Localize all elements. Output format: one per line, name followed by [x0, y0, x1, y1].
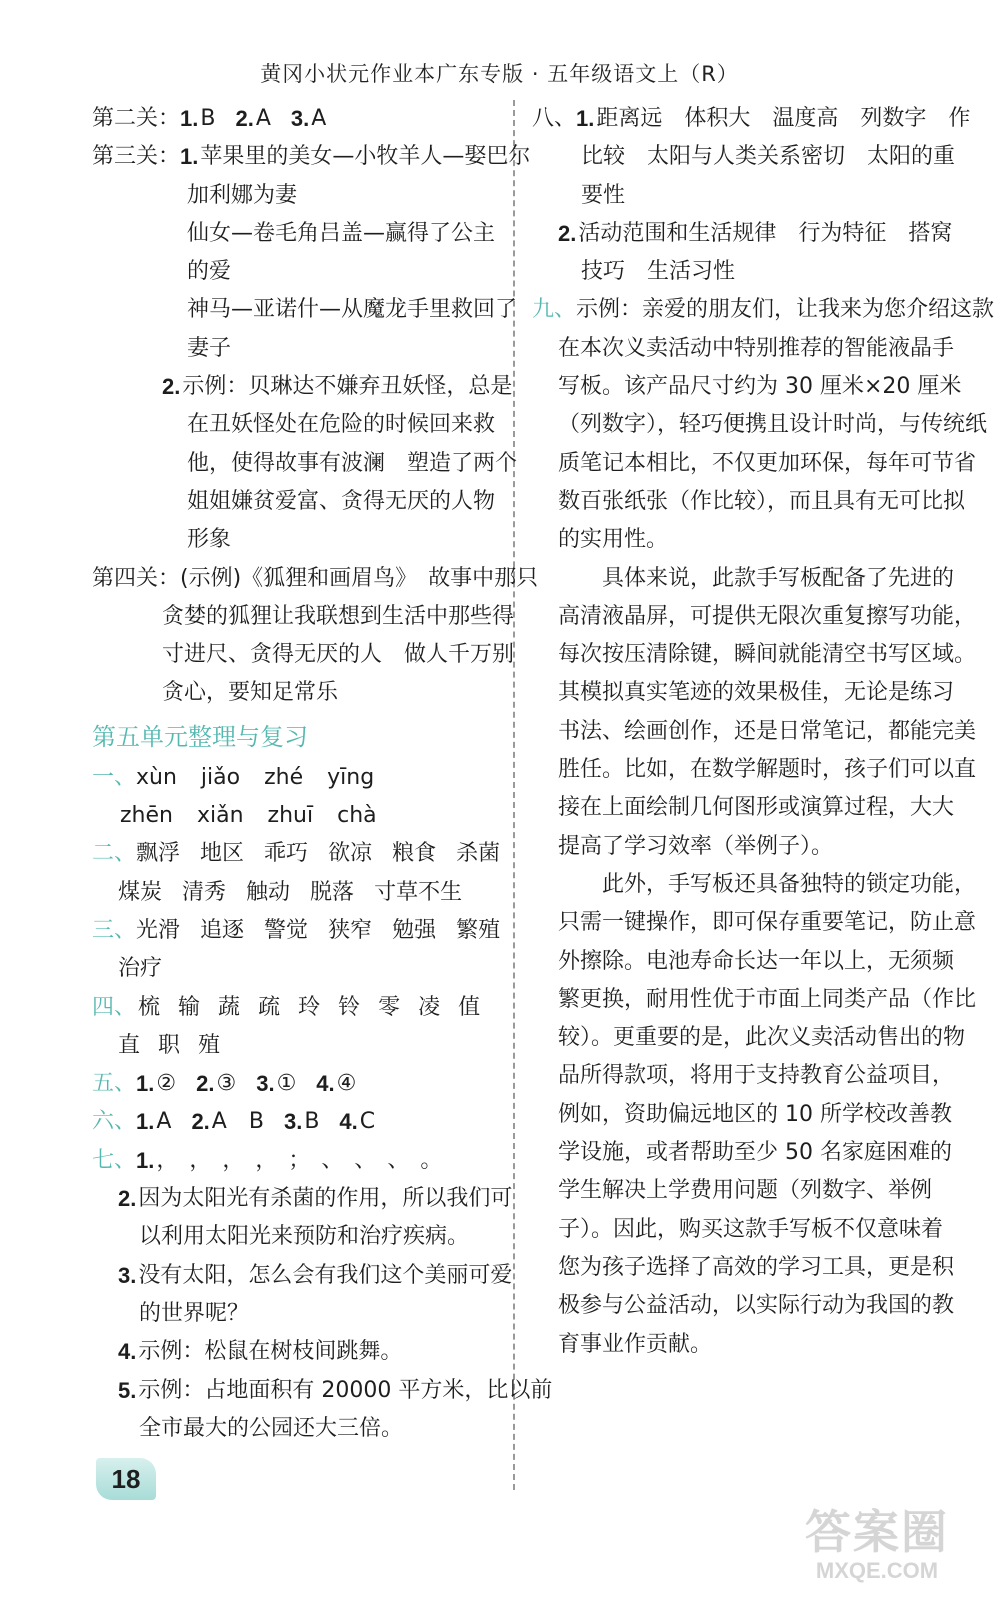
answer-guan2: 第二关： 1. B 2. A 3. A — [92, 100, 502, 138]
answer-guan3-q2: 2. 示例：贝琳达不嫌弃丑妖怪，总是 — [162, 374, 513, 400]
text-line: 全市最大的公园还大三倍。 — [139, 1415, 404, 1441]
text-line: 接在上面绘制几何图形或演算过程，大大 — [558, 795, 955, 821]
text-line: 比较 太阳与人类关系密切 太阳的重 — [581, 144, 956, 170]
text-line: 寸进尺、贪得无厌的人 做人千万别 — [162, 642, 515, 668]
text-line: 极参与公益活动，以实际行动为我国的教 — [558, 1293, 955, 1319]
answer-wu: 五、 1. ② 2. ③ 3. ① 4. ④ — [92, 1071, 357, 1097]
text-line: 品所得款项，将用于支持教育公益项目， — [558, 1063, 955, 1089]
text-line: 的实用性。 — [558, 527, 669, 553]
text-line: 在丑妖怪处在危险的时候回来救 — [187, 412, 496, 438]
label-guan3: 第三关： — [92, 144, 181, 170]
right-column — [532, 100, 995, 1364]
text-line: 质笔记本相比，不仅更加环保，每年可节省 — [558, 450, 977, 476]
answer-qi-q1: 七、 1. ， ， ， ， ； 、 、 、 。 — [92, 1147, 443, 1173]
left-column — [92, 100, 553, 1448]
answer-er: 二、 飘浮 地区 乖巧 欲凉 粮食 杀菌 — [92, 841, 501, 867]
answer-san: 三、 光滑 追逐 警觉 狭窄 勉强 繁殖 — [92, 917, 501, 943]
watermark-main: 答案圈 — [805, 1505, 949, 1559]
text-line: 高清液晶屏，可提供无限次重复擦写功能， — [558, 603, 977, 629]
answer-liu: 六、 1. A 2. A B 3. B 4. C — [92, 1109, 376, 1135]
answer-ba-q1: 八、 1. 距离远 体积大 温度高 列数字 作 — [532, 106, 971, 131]
watermark-logo — [777, 1506, 977, 1586]
text-line: 胜任。比如，在数学解题时，孩子们可以直 — [558, 757, 977, 783]
text-line: 贪婪的狐狸让我联想到生活中那些得 — [162, 603, 515, 629]
answer-qi-q4: 4. 示例：松鼠在树枝间跳舞。 — [118, 1339, 403, 1365]
text-line: 外擦除。电池寿命长达一年以上，无须频 — [558, 948, 955, 974]
pinyin-row: zhēn xiǎn zhuī chà — [120, 803, 377, 829]
text-line: 在本次义卖活动中特别推荐的智能液晶手 — [558, 335, 955, 361]
page-number: 18 — [96, 1458, 156, 1500]
answer-guan4: 第四关： (示例)《狐狸和画眉鸟》 故事中那只 — [92, 560, 502, 598]
answer-qi-q2: 2. 因为太阳光有杀菌的作用，所以我们可 — [118, 1186, 513, 1212]
text-line: 您为孩子选择了高效的学习工具，更是积 — [558, 1254, 955, 1280]
word-row: 治疗 — [118, 956, 163, 982]
answer-qi-q5: 5. 示例：占地面积有 20000 平方米，比以前 — [118, 1377, 553, 1403]
answer-si: 四、 梳 输 蔬 疏 玲 铃 零 凌 值 — [92, 994, 481, 1020]
text-line: 提高了学习效率（举例子）。 — [558, 833, 834, 859]
text-line: 具体来说，此款手写板配备了先进的 — [602, 565, 955, 591]
text-line: 书法、绘画创作，还是日常笔记，都能完美 — [558, 718, 977, 744]
section-title: 第五单元整理与复习 — [92, 722, 308, 751]
word-row: 直 职 殖 — [118, 1032, 221, 1058]
text-line: （列数字），轻巧便携且设计时尚，与传统纸 — [558, 412, 988, 438]
text-line: 加利娜为妻 — [187, 182, 298, 208]
text-line: 要性 — [581, 182, 626, 208]
watermark-url: MXQE.COM — [815, 1558, 939, 1583]
text-line: 育事业作贡献。 — [558, 1331, 713, 1357]
text-line: 以利用太阳光来预防和治疗疾病。 — [139, 1224, 470, 1250]
answer-qi-q3: 3. 没有太阳，怎么会有我们这个美丽可爱 — [118, 1262, 513, 1288]
text-line: 只需一键操作，即可保存重要笔记，防止意 — [558, 910, 977, 936]
text-line: 较）。更重要的是，此次义卖活动售出的物 — [558, 1025, 966, 1051]
text-line: 的世界呢？ — [139, 1300, 250, 1326]
text-line: 数百张纸张（作比较），而且具有无可比拟 — [558, 488, 966, 514]
text-line: 例如，资助偏远地区的 10 所学校改善教 — [558, 1101, 952, 1127]
text-line: 其模拟真实笔迹的效果极佳，无论是练习 — [558, 680, 955, 706]
label-guan2: 第二关： — [92, 106, 181, 131]
text-line: 子）。因此，购买这款手写板不仅意味着 — [558, 1216, 944, 1242]
text-line: 每次按压清除键，瞬间就能清空书写区域。 — [558, 642, 977, 668]
text-line: 神马—亚诺什—从魔龙手里救回了 — [187, 297, 518, 323]
text-line: 技巧 生活习性 — [581, 259, 736, 285]
answer-jiu: 九、 示例：亲爱的朋友们，让我来为您介绍这款 — [532, 297, 995, 323]
text-line: 妻子 — [187, 335, 232, 361]
text-line: 繁更换，耐用性优于市面上同类产品（作比 — [558, 986, 977, 1012]
text-line: 此外，手写板还具备独特的锁定功能， — [602, 871, 977, 897]
text-line: 仙女—卷毛角吕盖—赢得了公主 — [187, 220, 496, 246]
text-line: 学设施，或者帮助至少 50 名家庭困难的 — [558, 1140, 952, 1166]
answer-guan3-q1: 第三关： 1. 苹果里的美女—小牧羊人—娶巴尔 — [92, 138, 502, 176]
text-line: 的爱 — [187, 259, 232, 285]
answer-yi: 一、 xùn jiǎo zhé yīng — [92, 764, 375, 790]
text-line: 贪心，要知足常乐 — [162, 680, 339, 706]
text-line: 他，使得故事有波澜 塑造了两个 — [187, 450, 518, 476]
text-line: 形象 — [187, 527, 232, 553]
label-guan4: 第四关： — [92, 565, 181, 591]
answer-ba-q2: 2. 活动范围和生活规律 行为特征 搭窝 — [558, 220, 953, 246]
text-line: 写板。该产品尺寸约为 30 厘米×20 厘米 — [558, 374, 962, 400]
text-line: 学生解决上学费用问题（列数字、举例 — [558, 1178, 933, 1204]
text-line: 姐姐嫌贫爱富、贪得无厌的人物 — [187, 488, 496, 514]
word-row: 煤炭 清秀 触动 脱落 寸草不生 — [118, 879, 463, 905]
running-header: 黄冈小状元作业本广东专版 · 五年级语文上（R） — [260, 62, 739, 86]
